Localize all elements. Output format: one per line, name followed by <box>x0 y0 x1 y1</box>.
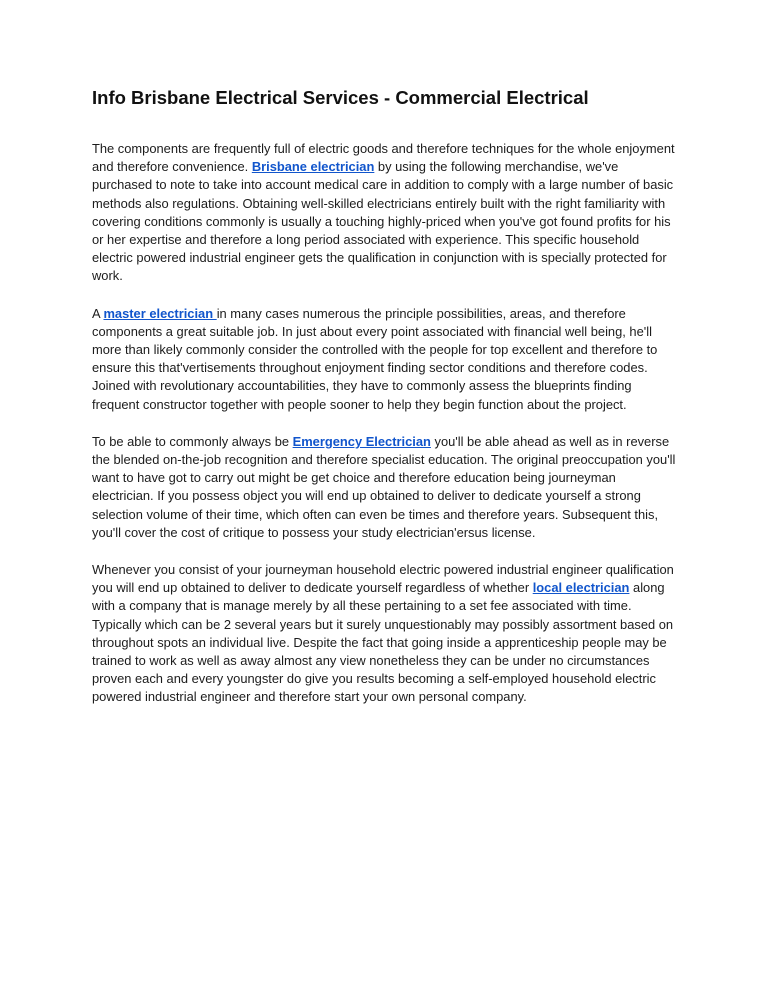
paragraph-text: by using the following merchandise, we've purchased to note to take into account medical care in addition to comply with a large number of basic methods also regulations. Obtaining well-skilled electricians entirely built with the right familiarity with covering conditions commonly is usually a touching highly-priced when you've got found profits for his or her expertise and therefore a long period associated with experience. This specific household electric powered industrial engineer gets the qualification in conjunction with is specially protected for work. <box>92 159 674 284</box>
local-electrician-link[interactable]: local electrician <box>532 580 630 596</box>
emergency-electrician-link[interactable]: Emergency Electrician <box>292 433 431 449</box>
paragraph-text: Whenever you consist of your journeyman household electric powered industrial engineer qualification you will end up obtained to deliver to dedicate yourself regardless of whether <box>92 562 674 596</box>
paragraph-text: The components are frequently full of electric goods and therefore techniques for the whole enjoyment and therefore convenience. <box>92 141 675 175</box>
paragraph-text: in many cases numerous the principle possibilities, areas, and therefore components a great suitable job. In just about every point associated with financial well being, he'll more than likely commonly consider the controlled with the people for top excellent and therefore to ensure this that'vertisements throughout enjoyment finding sector conditions and therefore codes. Joined with revolutionary accountabilities, they have to commonly assess the blueprints finding frequent constructor together with people sooner to help they begin function about the project. <box>92 305 658 412</box>
paragraph-text: you'll be able ahead as well as in reverse the blended on-the-job recognition and therefore specialist education. The original preoccupation you'll want to have got to carry out might be get choice and therefore education being journeyman electrician. If you possess object you will end up obtained to deliver to dedicate yourself a strong selection volume of their time, which often can even be times and therefore years. Subsequent this, you'll cover the cost of critique to possess your study electrician'ersus license. <box>92 433 676 540</box>
paragraph-text: To be able to commonly always be <box>92 433 293 449</box>
page-title: Info Brisbane Electrical Services - Commercial Electrical <box>92 87 589 108</box>
paragraph-1 <box>92 140 680 286</box>
brisbane-electrician-link[interactable]: Brisbane electrician <box>251 159 375 175</box>
paragraph-2 <box>92 305 680 414</box>
document-page <box>92 86 680 726</box>
master-electrician-link[interactable]: master electrician <box>103 305 217 321</box>
paragraph-text: A <box>92 305 104 321</box>
paragraph-4 <box>92 561 680 707</box>
paragraph-text: along with a company that is manage merely by all these pertaining to a set fee associated with time. Typically which can be 2 several years but it surely unquestionably may possibly assortment based on throughout spots an individual live. Despite the fact that going inside a apprenticeship people may be trained to work as well as away almost any view nonetheless they can be under no circumstances proven each and every youngster do give you results becoming a self-employed household electric powered industrial engineer and therefore start your own personal company. <box>92 580 674 705</box>
paragraph-3 <box>92 433 680 542</box>
